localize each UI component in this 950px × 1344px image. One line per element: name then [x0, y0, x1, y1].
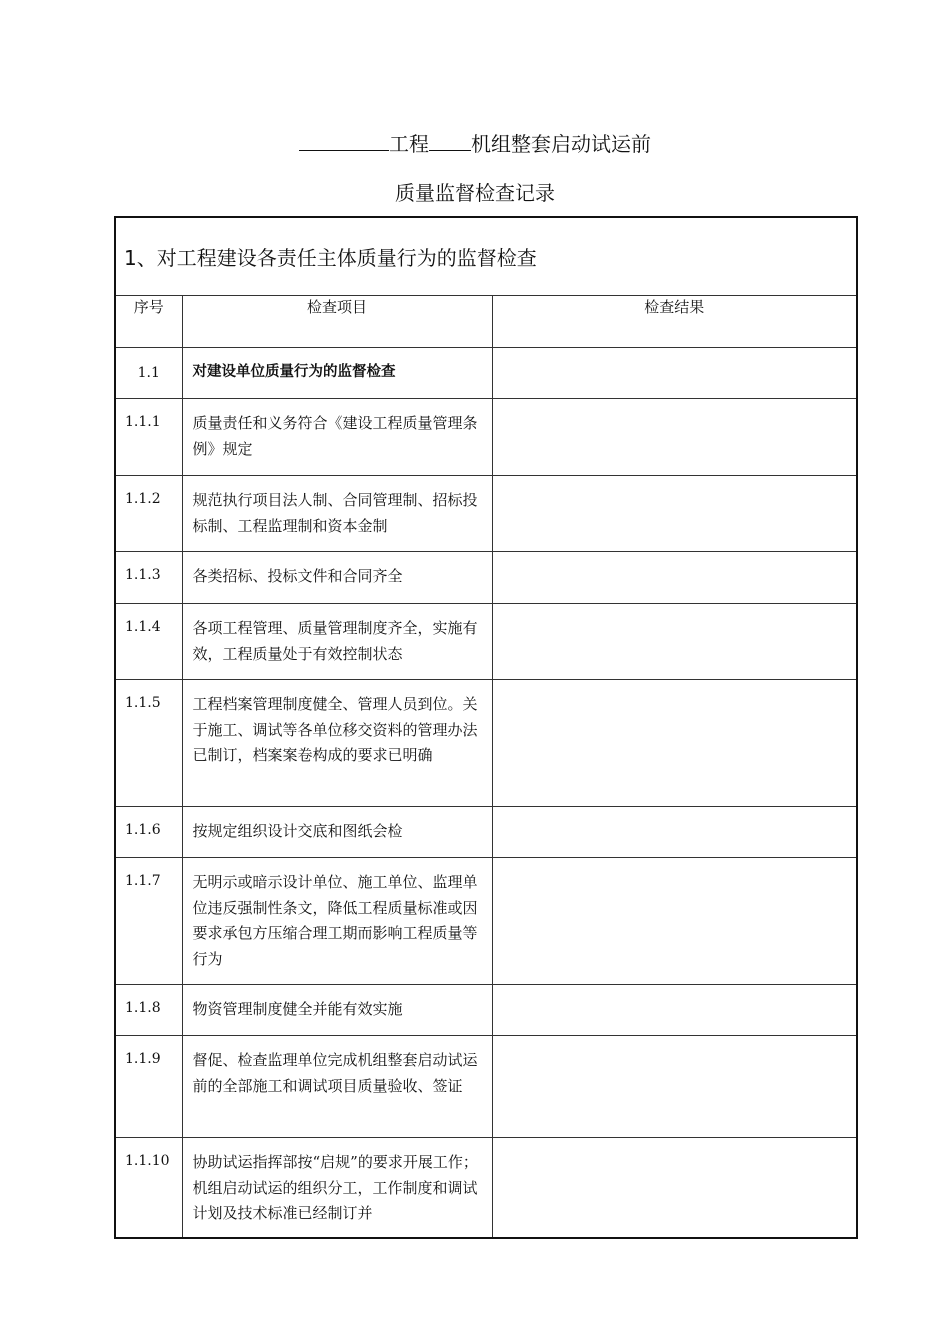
- section-row: [115, 217, 857, 296]
- result-cell[interactable]: [492, 552, 857, 604]
- table-row: [115, 399, 857, 476]
- table-row: [115, 604, 857, 680]
- title-blank-unit: [429, 128, 471, 151]
- group-number: 1.1: [115, 348, 182, 399]
- result-cell[interactable]: [492, 858, 857, 985]
- result-cell[interactable]: [492, 476, 857, 552]
- table-row: [115, 1036, 857, 1138]
- row-number: 1.1.9: [115, 1036, 182, 1138]
- result-cell[interactable]: [492, 399, 857, 476]
- table-row: [115, 1138, 857, 1238]
- row-number: 1.1.5: [115, 680, 182, 807]
- column-header-number: 序号: [115, 296, 182, 348]
- row-number: 1.1.8: [115, 985, 182, 1036]
- result-cell[interactable]: [492, 348, 857, 399]
- group-label: 对建设单位质量行为的监督检查: [182, 348, 492, 399]
- title-part-project: 工程: [389, 132, 429, 156]
- table-row: [115, 476, 857, 552]
- result-cell[interactable]: [492, 1138, 857, 1238]
- document-title-line1: [0, 128, 950, 159]
- section-title: 1、对工程建设各责任主体质量行为的监督检查: [115, 217, 857, 296]
- table-row: [115, 858, 857, 985]
- row-item: 质量责任和义务符合《建设工程质量管理条例》规定: [182, 399, 492, 476]
- row-item: 各类招标、投标文件和合同齐全: [182, 552, 492, 604]
- inspection-table: [114, 216, 858, 1239]
- column-header-item: 检查项目: [182, 296, 492, 348]
- row-number: 1.1.6: [115, 807, 182, 858]
- row-item: 按规定组织设计交底和图纸会检: [182, 807, 492, 858]
- row-item: 督促、检查监理单位完成机组整套启动试运前的全部施工和调试项目质量验收、签证: [182, 1036, 492, 1138]
- document-title-line2: 质量监督检查记录: [395, 181, 555, 205]
- title-blank-project: [299, 128, 389, 151]
- row-item: 协助试运指挥部按“启规”的要求开展工作；机组启动试运的组织分工，工作制度和调试计划及技术标准已经制订并: [182, 1138, 492, 1238]
- title-part-unit: 机组整套启动试运前: [471, 132, 651, 156]
- row-number: 1.1.10: [115, 1138, 182, 1238]
- row-item: 无明示或暗示设计单位、施工单位、监理单位违反强制性条文，降低工程质量标准或因要求承包方压缩合理工期而影响工程质量等行为: [182, 858, 492, 985]
- row-item: 各项工程管理、质量管理制度齐全，实施有效，工程质量处于有效控制状态: [182, 604, 492, 680]
- table-row: [115, 552, 857, 604]
- result-cell[interactable]: [492, 807, 857, 858]
- table-row: [115, 807, 857, 858]
- row-item: 物资管理制度健全并能有效实施: [182, 985, 492, 1036]
- result-cell[interactable]: [492, 985, 857, 1036]
- result-cell[interactable]: [492, 1036, 857, 1138]
- row-number: 1.1.2: [115, 476, 182, 552]
- table-row: [115, 985, 857, 1036]
- row-item: 工程档案管理制度健全、管理人员到位。关于施工、调试等各单位移交资料的管理办法已制订，档案案卷构成的要求已明确: [182, 680, 492, 807]
- table-row: [115, 680, 857, 807]
- column-header-result: 检查结果: [492, 296, 857, 348]
- row-item: 规范执行项目法人制、合同管理制、招标投标制、工程监理制和资本金制: [182, 476, 492, 552]
- row-number: 1.1.7: [115, 858, 182, 985]
- group-row: [115, 348, 857, 399]
- table-header-row: [115, 296, 857, 348]
- row-number: 1.1.1: [115, 399, 182, 476]
- row-number: 1.1.3: [115, 552, 182, 604]
- result-cell[interactable]: [492, 604, 857, 680]
- result-cell[interactable]: [492, 680, 857, 807]
- row-number: 1.1.4: [115, 604, 182, 680]
